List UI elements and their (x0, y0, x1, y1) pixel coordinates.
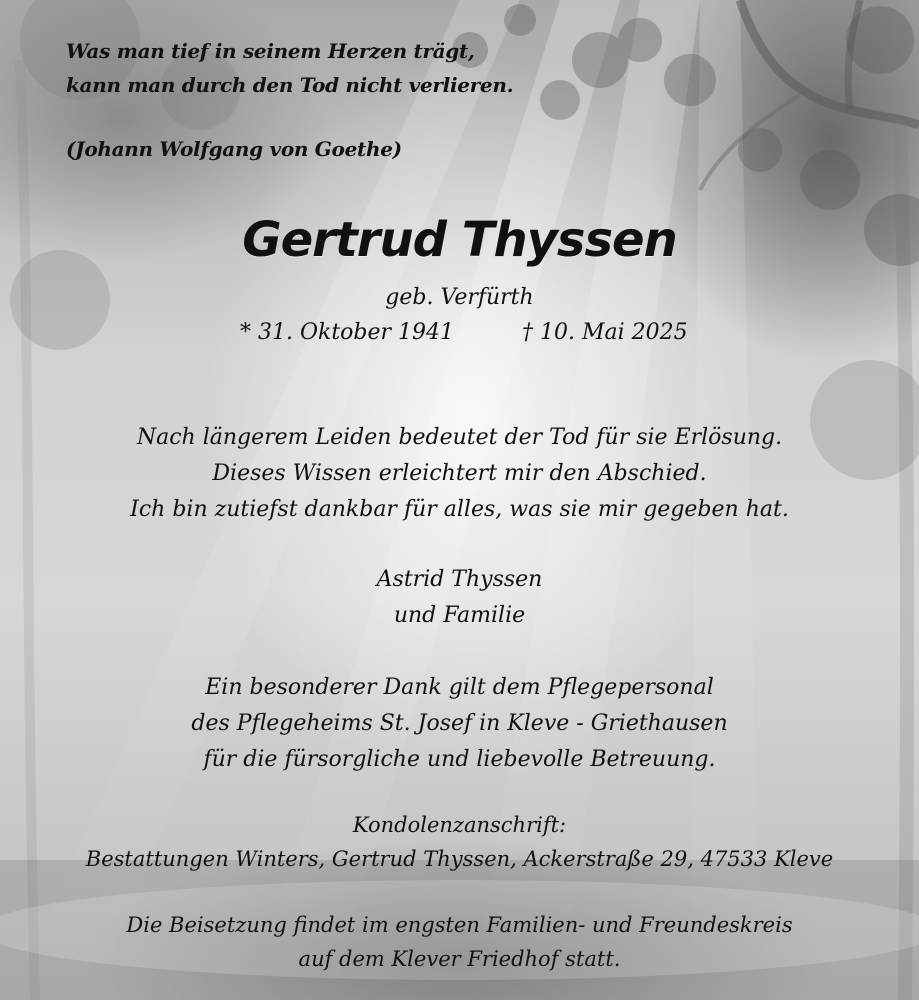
burial-line: Die Beisetzung findet im engsten Familien- und Freundeskreis (126, 913, 793, 937)
burial-line: auf dem Klever Friedhof statt. (298, 947, 621, 971)
condolence-label: Kondolenzanschrift: (352, 813, 567, 837)
signatory-line: Astrid Thyssen (376, 567, 543, 592)
message-line: Dieses Wissen erleichtert mir den Abschied. (212, 461, 707, 486)
message-line: Nach längerem Leiden bedeutet der Tod für sie Erlösung. (136, 425, 783, 450)
farewell-message (0, 420, 919, 528)
birth-name: geb. Verfürth (385, 285, 534, 310)
deceased-name: Gertrud Thyssen (242, 212, 677, 268)
message-line: Ich bin zutiefst dankbar für alles, was sie mir gegeben hat. (130, 497, 789, 522)
quote-block (66, 34, 566, 166)
condolence-address (0, 808, 919, 876)
thanks-line: Ein besonderer Dank gilt dem Pflegepersonal (205, 675, 714, 700)
signatory-line: und Familie (393, 603, 526, 628)
burial-info (0, 908, 919, 976)
death-date: † 10. Mai 2025 (522, 320, 688, 345)
quote-line: kann man durch den Tod nicht verlieren. (66, 73, 514, 97)
thanks-line: für die fürsorgliche und liebevolle Betreuung. (203, 747, 716, 772)
signatories (0, 562, 919, 634)
quote-author: (Johann Wolfgang von Goethe) (66, 137, 402, 161)
thanks-line: des Pflegeheims St. Josef in Kleve - Griethausen (191, 711, 728, 736)
quote-line: Was man tief in seinem Herzen trägt, (66, 39, 475, 63)
condolence-address-line: Bestattungen Winters, Gertrud Thyssen, Ackerstraße 29, 47533 Kleve (85, 847, 834, 871)
birth-date: * 31. Oktober 1941 (240, 320, 455, 345)
thanks-message (0, 670, 919, 778)
